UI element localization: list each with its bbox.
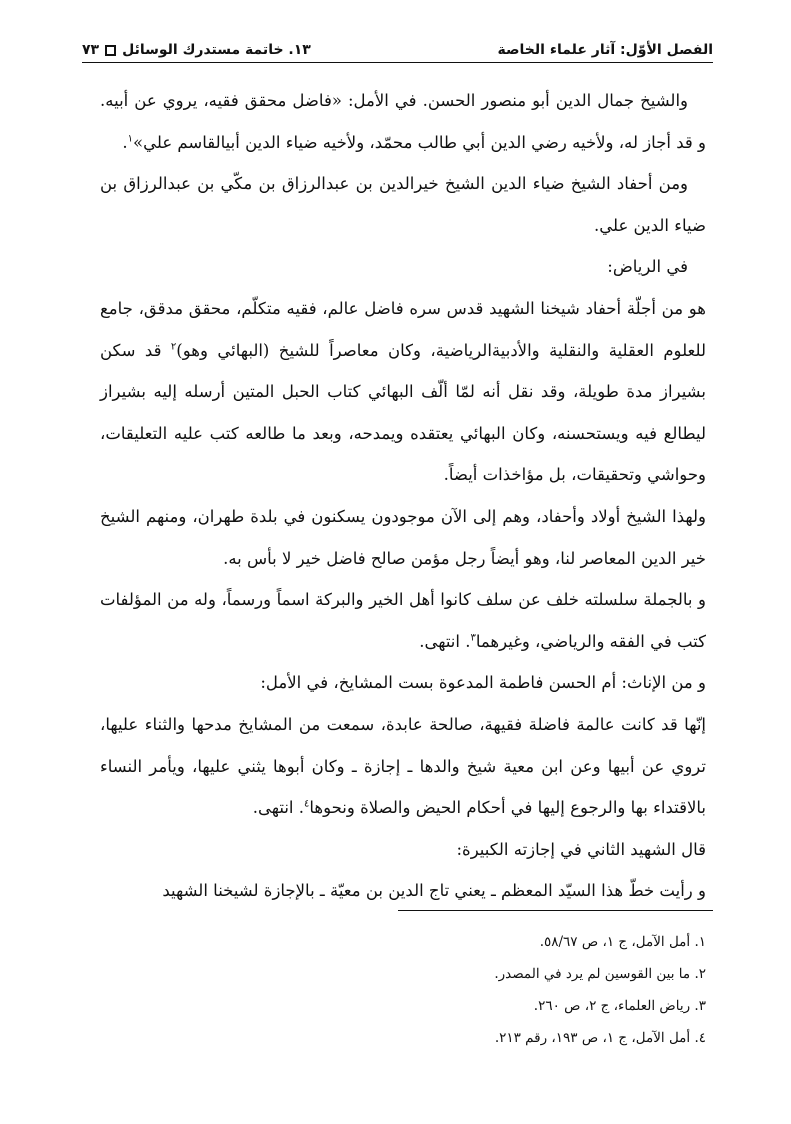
paragraph-6: و بالجملة سلسلته خلف عن سلف كانوا أهل الخير والبركة اسماً ورسماً، وله من المؤلفات كتب في الفقه والرياضي، وغيرهما$^٣$. انتهى. bbox=[100, 590, 706, 651]
footnote-ref-3[interactable]: ٣ bbox=[470, 632, 476, 644]
footnote-ref-1[interactable]: ١ bbox=[127, 133, 134, 145]
paragraph-9: قال الشهيد الثاني في إجازته الكبيرة: bbox=[456, 839, 706, 859]
chapter-title: الفصل الأوّل: آثار علماء الخاصة bbox=[497, 42, 713, 58]
book-page-label bbox=[82, 42, 311, 58]
footnote-ref-4[interactable]: ٤ bbox=[303, 798, 310, 810]
paragraph-7: و من الإناث: أم الحسن فاطمة المدعوة بست المشايخ، في الأمل: bbox=[260, 673, 706, 693]
paragraph-2: ومن أحفاد الشيخ ضياء الدين الشيخ خيرالدين بن عبدالرزاق بن مكّي بن عبدالرزاق بن ضياء الدين علي. bbox=[100, 174, 706, 235]
footnotes bbox=[286, 926, 706, 1054]
header-rule bbox=[82, 62, 713, 63]
running-head bbox=[82, 30, 713, 58]
paragraph-8: إنّها قد كانت عالمة فاضلة فقيهة، صالحة عابدة، سمعت من المشايخ مدحها والثناء عليها، تروي عن أبيها وعن ابن معية شيخ والدها ـ إجازة ـ وكان أبوها يثني عليها، ويأمر النساء بالاقتداء بها والرجوع إليها في أحكام الحيض والصلاة ونحوها$^٤$. انتهى. bbox=[100, 714, 706, 818]
footnote-ref-2[interactable]: ٢ bbox=[170, 341, 177, 353]
page-number: ٧٣ bbox=[82, 42, 100, 58]
body-text bbox=[100, 80, 706, 912]
footnote-item: ١. أمل الآمل، ج ١، ص ٥٨/٦٧. bbox=[539, 934, 706, 950]
footnote-item: ٤. أمل الآمل، ج ١، ص ١٩٣، رقم ٢١٣. bbox=[494, 1030, 706, 1046]
footnote-item: ٣. رياض العلماء، ج ٢، ص ٢٦٠. bbox=[533, 998, 706, 1014]
paragraph-5: ولهذا الشيخ أولاد وأحفاد، وهم إلى الآن موجودون يسكنون في بلدة طهران، ومنهم الشيخ خير الدين المعاصر لنا، وهو أيضاً رجل مؤمن صالح فاضل خير لا بأس به. bbox=[100, 506, 706, 568]
book-title: ١٣. خاتمة مستدرك الوسائل bbox=[122, 42, 311, 58]
paragraph-4: هو من أجلّة أحفاد شيخنا الشهيد قدس سره فاضل عالم، فقيه متكلّم، محقق مدقق، جامع للعلوم العقلية والنقلية والأدبيةالرياضية، وكان معاصراً للشيخ (البهائي وهو)$^٢$ قد سكن بشيراز مدة طويلة، وقد نقل أنه لمّا ألّف البهائي كتاب الحبل المتين أرسله إليه بشيراز ليطالع فيه ويستحسنه، وكان البهائي يعتقده ويمدحه، وبعد ما طالعه كتب عليه التعليقات، وحواشي وتحقيقات، بل مؤاخذات أيضاً. bbox=[100, 298, 706, 485]
paragraph-1: والشيخ جمال الدين أبو منصور الحسن. في الأمل: «فاضل محقق فقيه، يروي عن أبيه. و قد أجاز له، ولأخيه رضي الدين أبي طالب محمّد، ولأخيه ضياء الدين أبيالقاسم علي»$^١$. bbox=[100, 91, 706, 152]
footnote-item: ٢. ما بين القوسين لم يرد في المصدر. bbox=[494, 966, 706, 982]
page-marker-icon bbox=[105, 45, 116, 56]
footnote-separator bbox=[398, 910, 713, 911]
paragraph-10: و رأيت خطّ هذا السيّد المعظم ـ يعني تاج الدين بن معيّة ـ بالإجازة لشيخنا الشهيد bbox=[162, 881, 706, 901]
paragraph-3: في الرياض: bbox=[607, 257, 688, 277]
